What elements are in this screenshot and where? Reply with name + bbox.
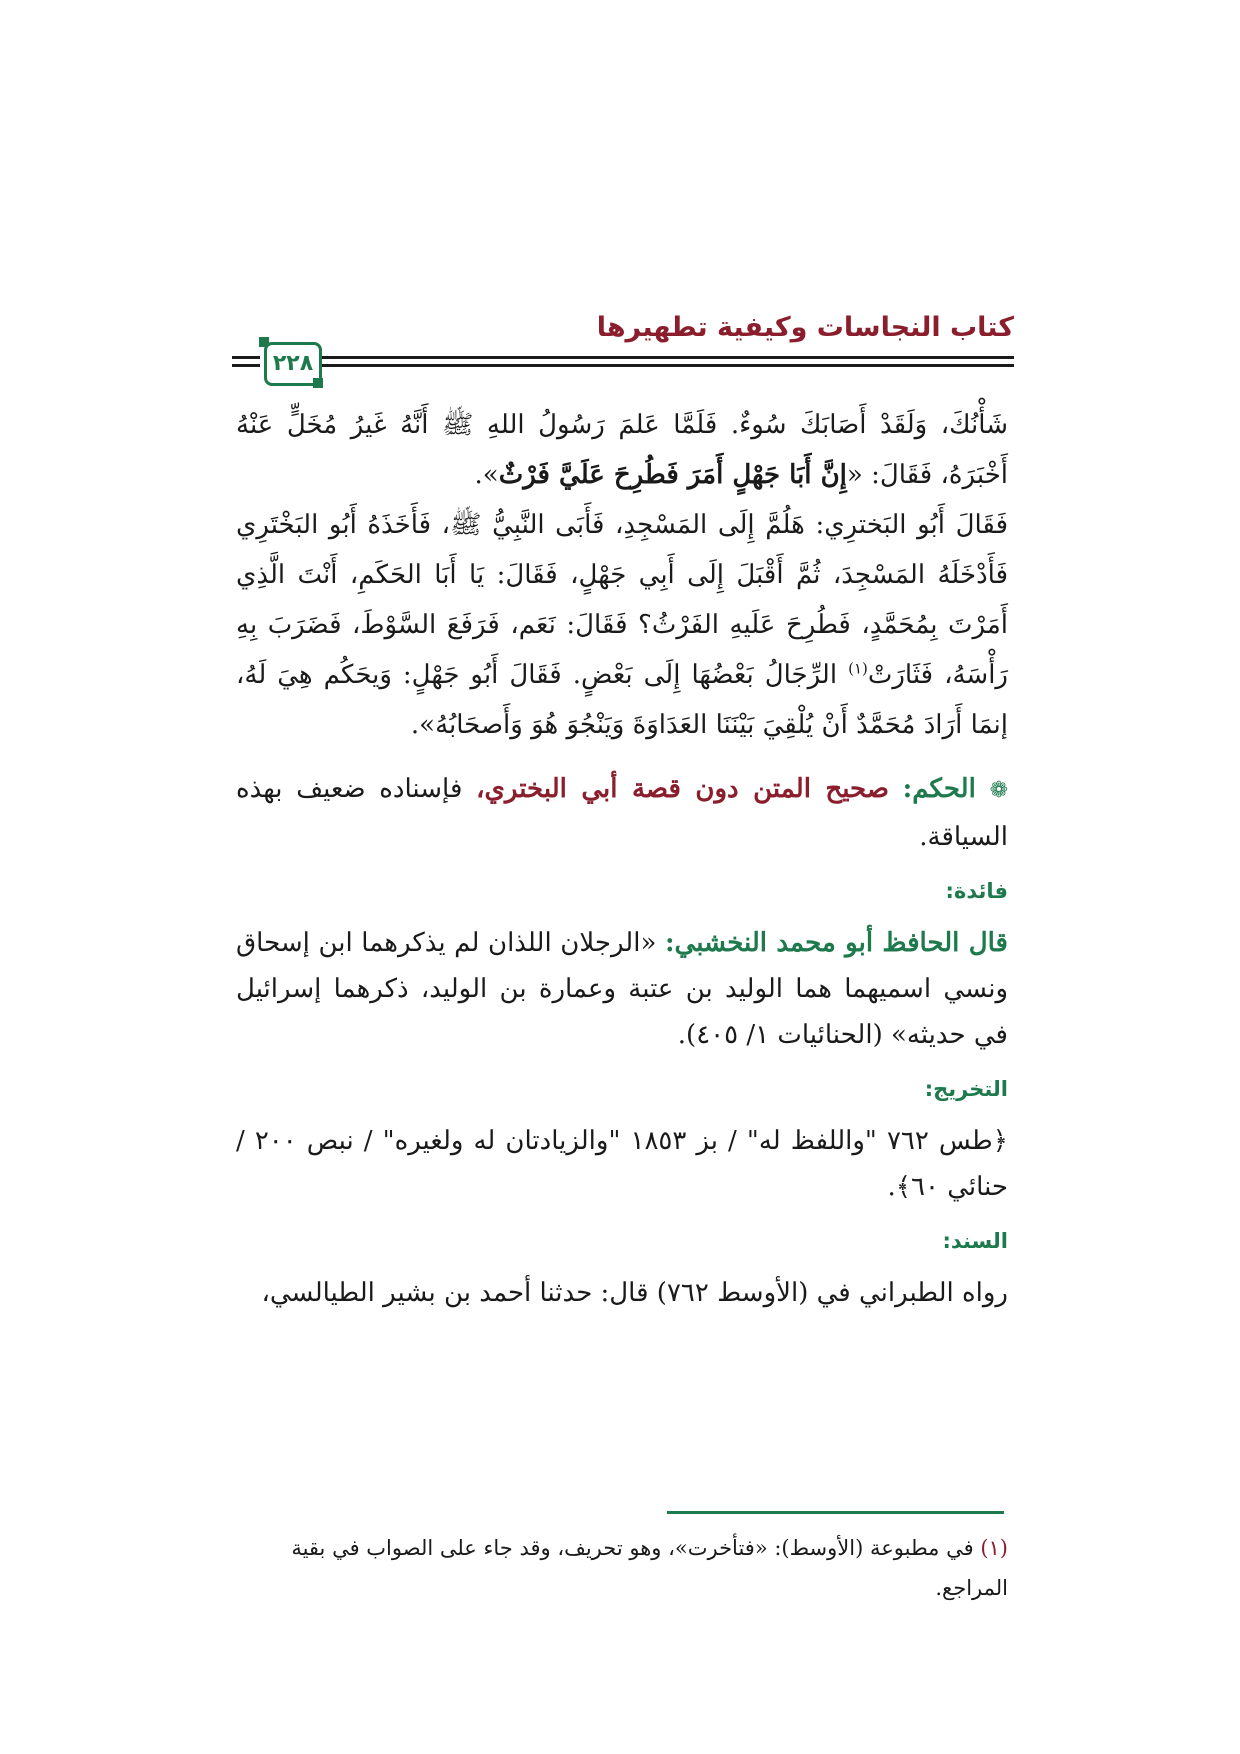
ruling-verdict: صحيح المتن دون قصة أبي البختري،	[476, 774, 889, 804]
takhrij-text: ﴿طس ٧٦٢ "واللفظ له" / بز ١٨٥٣ "والزيادتان له ولغيره" / نبص ٢٠٠ / حنائي ٦٠﴾.	[236, 1126, 1008, 1202]
page-body	[236, 400, 1008, 1316]
benefit-text: «الرجلان اللذان لم يذكرهما ابن إسحاق ونسي اسميهما هما الوليد بن عتبة وعمارة بن الوليد، ذكرهما إسرائيل في حديثه» (الحنائيات ١/ ٤٠٥).	[236, 928, 1008, 1050]
footnote-number: (١)	[980, 1536, 1008, 1560]
hadith-line-1: شَأْنُكَ، وَلَقَدْ أَصَابَكَ سُوءٌ. فَلَمَّا عَلمَ رَسُولُ اللهِ ﷺ أَنَّهُ غَيرُ مُخَلٍّ عَنْهُ	[236, 410, 1008, 440]
page-header	[232, 312, 1014, 394]
footnote-divider	[667, 1511, 1004, 1514]
hadith-para2-part2: الرِّجَالُ بَعْضُهَا إِلَى بَعْضٍ. فَقَالَ أَبُو جَهْلٍ: وَيحَكُم هِيَ لَهُ، إنمَا أَرَادَ مُحَمَّدٌ أَنْ يُلْقِيَ بَيْنَنَا العَدَاوَةَ وَيَنْجُوَ هُوَ وَأَصحَابُهُ».	[236, 660, 1008, 740]
book-title: كتاب النجاسات وكيفية تطهيرها	[596, 312, 1014, 343]
hadith-paragraph-2	[236, 500, 1008, 750]
badge-corner-ornament	[313, 378, 323, 388]
hadith-para2-part1: فَقَالَ أَبُو البَخترِي: هَلُمَّ إِلَى المَسْجِدِ، فَأَبَى النَّبِيُّ ﷺ، فَأَخَذَهُ أَبُو البَخْتَرِي فَأَدْخَلَهُ المَسْجِدَ، ثُمَّ أَقْبَلَ إِلَى أَبِي جَهْلٍ، فَقَالَ: يَا أَبَا الحَكَمِ، أَنْتَ الَّذِي أَمَرْتَ بِمُحَمَّدٍ، فَطُرِحَ عَلَيهِ الفَرْثُ؟ فَقَالَ: نَعَم، فَرَفَعَ السَّوْطَ، فَضَرَبَ بِهِ رَأْسَهُ، فَثَارَتْ	[236, 510, 1008, 690]
header-rule-left-bottom	[232, 364, 260, 367]
takhrij-label: التخريج:	[924, 1077, 1008, 1101]
hadith-line-2-end: ».	[474, 460, 499, 490]
footnote-ref[interactable]: (١)	[848, 659, 868, 678]
header-rule-left-top	[232, 356, 260, 359]
page-number: ٢٢٨	[264, 342, 322, 386]
sanad-label: السند:	[942, 1229, 1008, 1253]
footnote	[236, 1528, 1008, 1608]
benefit-paragraph	[236, 920, 1008, 1058]
header-rule-top	[322, 356, 1014, 359]
hadith-paragraph-1	[236, 400, 1008, 500]
rosette-icon: ❁	[989, 778, 1008, 803]
footnote-text: في مطبوعة (الأوسط): «فتأخرت»، وهو تحريف، وقد جاء على الصواب في بقية المراجع.	[291, 1536, 1008, 1600]
ruling-detail: فإسناده ضعيف بهذه السياقة.	[236, 774, 1008, 852]
ruling-label: الحكم:	[902, 774, 976, 804]
ruling-paragraph	[236, 766, 1008, 860]
sanad-text: رواه الطبراني في (الأوسط ٧٦٢) قال: حدثنا أحمد بن بشير الطيالسي،	[261, 1278, 1008, 1308]
header-rule-bottom	[322, 364, 1014, 367]
benefit-label: فائدة:	[945, 879, 1008, 903]
benefit-speaker: قال الحافظ أبو محمد النخشبي:	[664, 928, 1008, 958]
hadith-line-2-start: أَخْبَرَهُ، فَقَالَ: «	[846, 460, 1008, 490]
hadith-quote-bold: إِنَّ أَبَا جَهْلٍ أَمَرَ فَطُرِحَ عَلَيَّ فَرْثٌ	[498, 460, 847, 490]
